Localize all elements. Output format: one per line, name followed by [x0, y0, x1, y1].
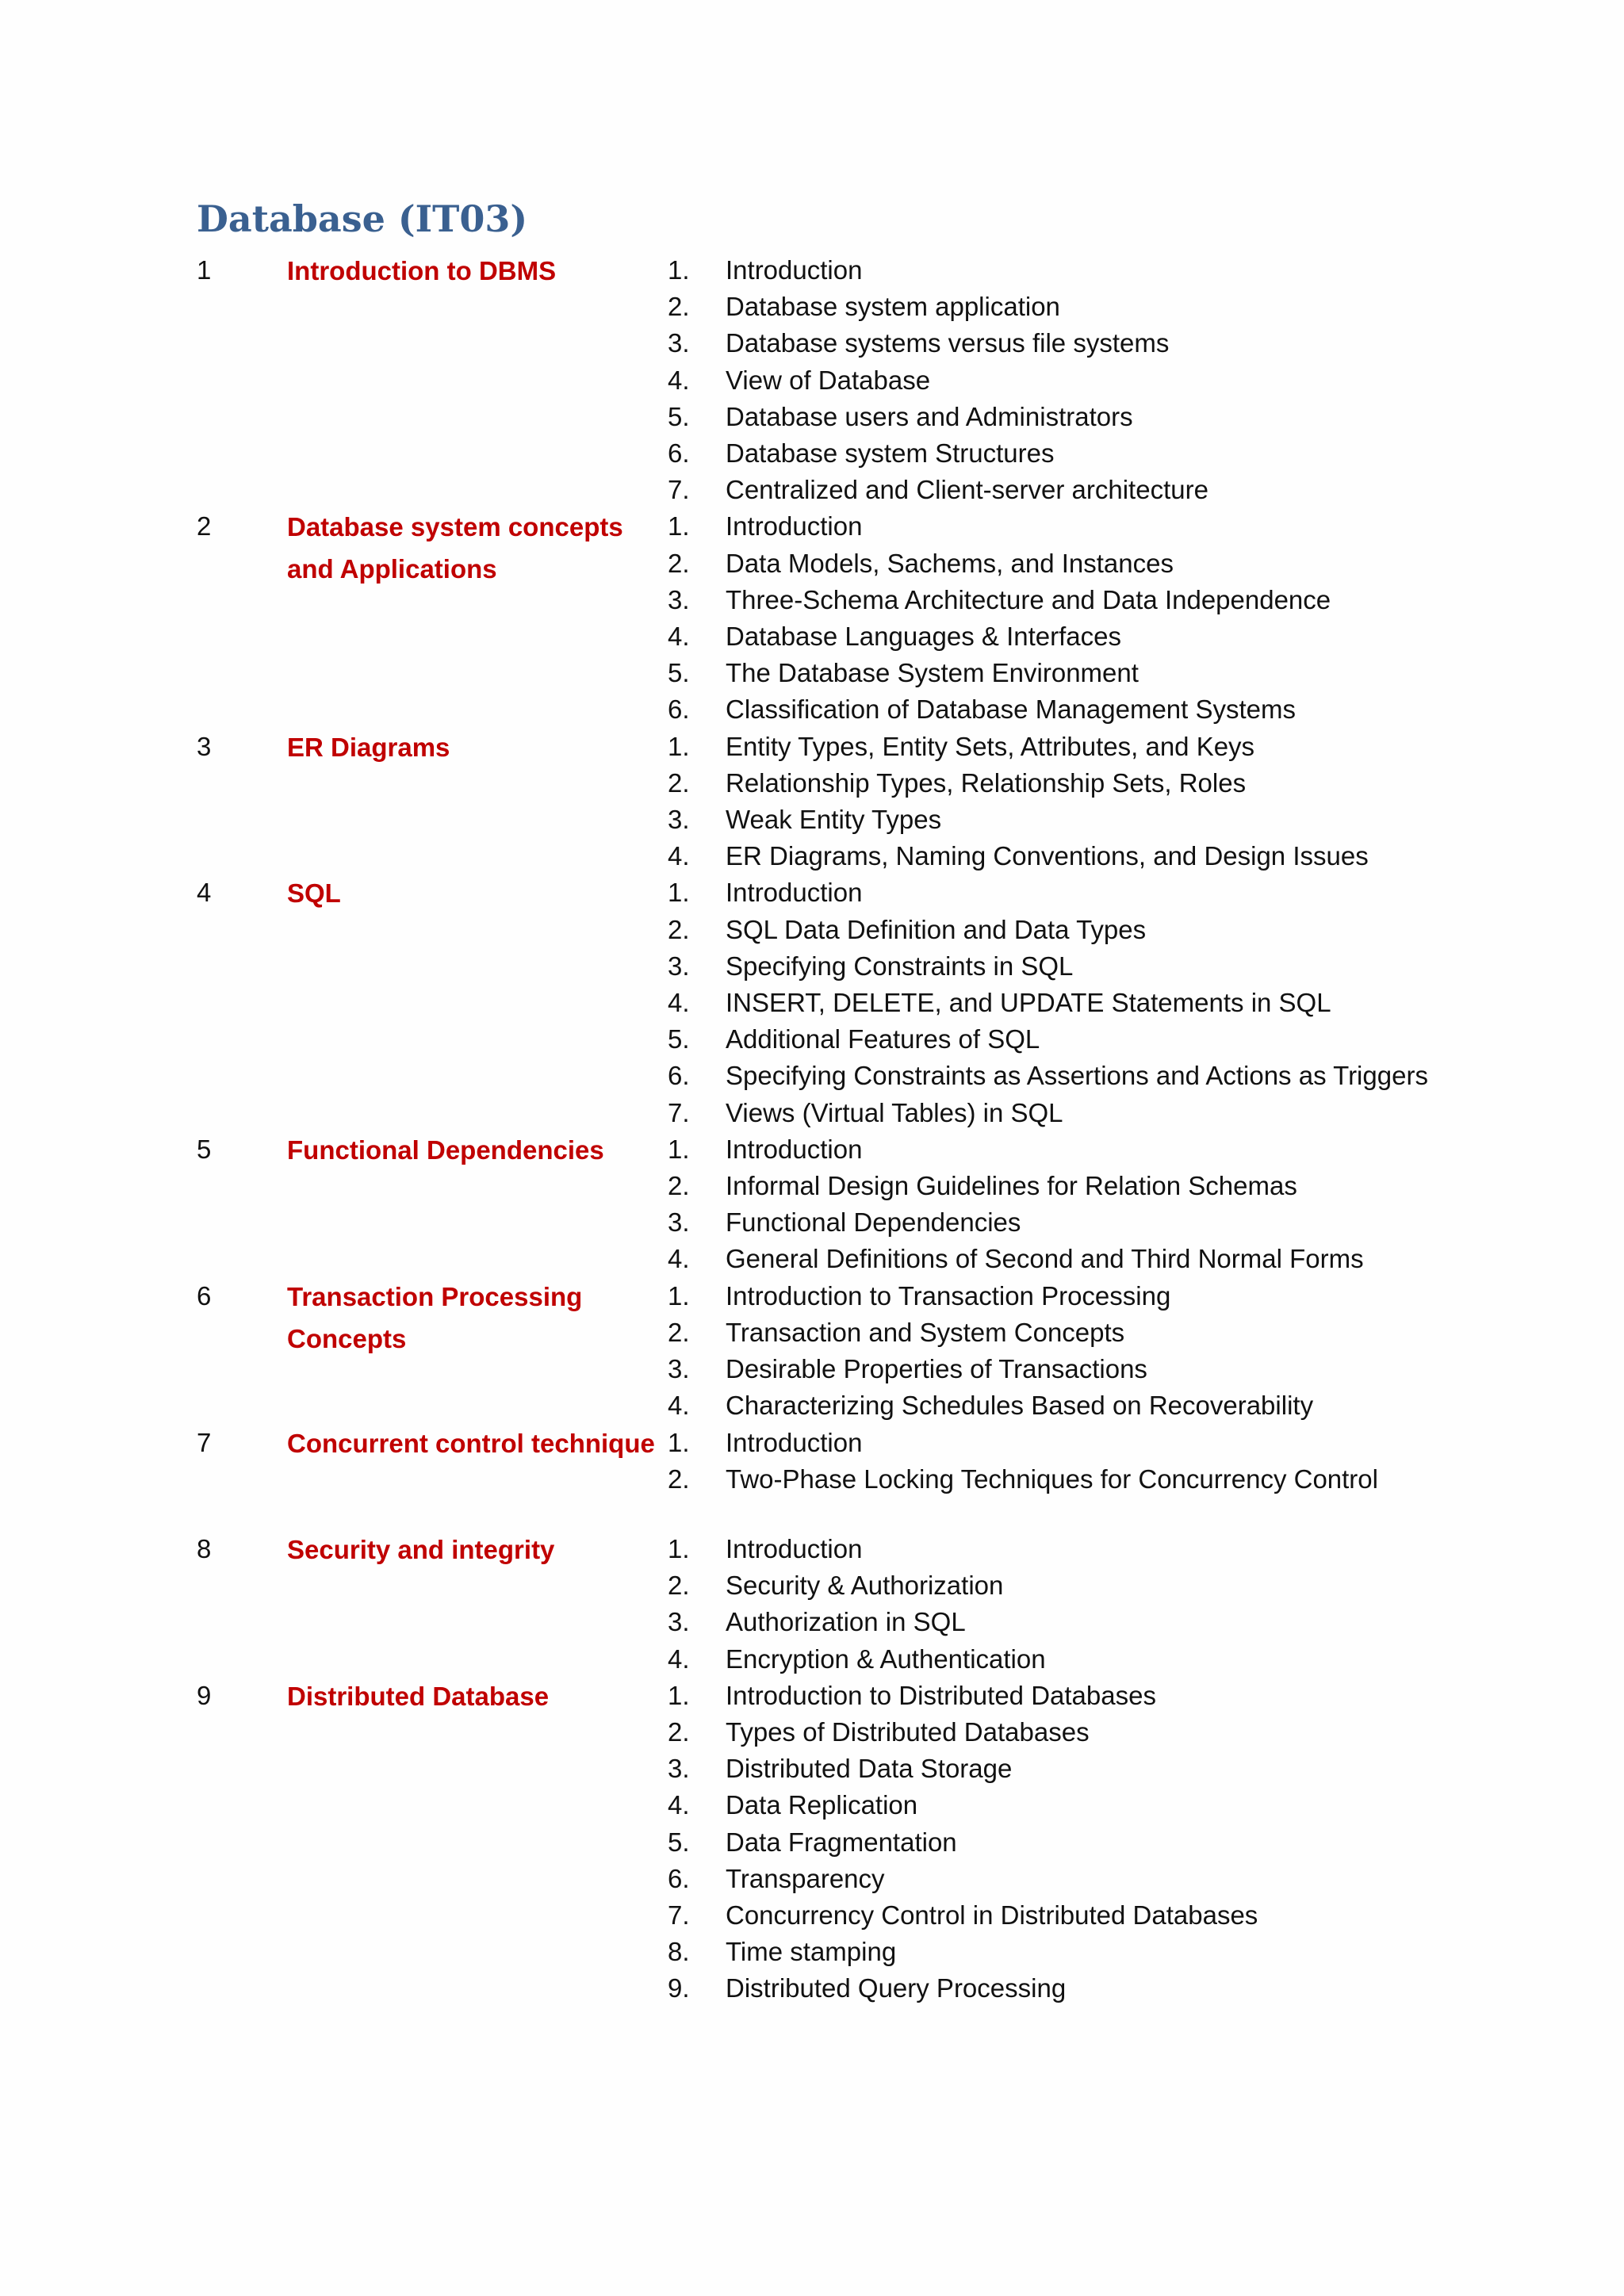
topic-text: Introduction to Distributed Databases: [726, 1680, 1156, 1710]
topic-number: 6.: [668, 695, 690, 725]
topic-item: [668, 1131, 1434, 1168]
topic-number: 5.: [668, 1024, 690, 1054]
topic-item: [668, 1787, 1434, 1823]
topic-item: [668, 472, 1434, 508]
topic-text: Specifying Constraints in SQL: [726, 951, 1074, 981]
unit-number: 1: [197, 255, 212, 285]
topic-number: 4.: [668, 1790, 690, 1820]
topic-text: General Definitions of Second and Third Normal Forms: [726, 1244, 1364, 1274]
topic-item: [668, 1021, 1434, 1058]
topic-item: [668, 399, 1434, 435]
topic-number: 8.: [668, 1937, 690, 1967]
topic-text: Introduction: [726, 878, 863, 908]
topic-text: Types of Distributed Databases: [726, 1716, 1090, 1747]
topic-item: [668, 1641, 1434, 1678]
topic-number: 1.: [668, 1680, 690, 1710]
unit-row: [197, 874, 1434, 1131]
topic-number: 4.: [668, 1391, 690, 1421]
topic-list: [668, 1131, 1434, 1278]
topic-item: [668, 1204, 1434, 1241]
unit-number: 2: [197, 511, 212, 541]
unit-number: 3: [197, 731, 212, 761]
topic-item: [668, 1678, 1434, 1714]
topic-text: Database system Structures: [726, 438, 1055, 469]
topic-item: [668, 729, 1434, 765]
unit-number: 9: [197, 1680, 212, 1710]
topic-number: 5.: [668, 401, 690, 431]
topic-number: 1.: [668, 1427, 690, 1457]
topic-number: 5.: [668, 658, 690, 688]
topic-list: [668, 1531, 1434, 1678]
topic-item: [668, 1058, 1434, 1094]
topic-text: Security & Authorization: [726, 1571, 1004, 1601]
topic-item: [668, 1604, 1434, 1640]
document-title: Database (IT03): [197, 197, 528, 240]
topic-text: Centralized and Client-server architecture: [726, 475, 1208, 505]
topic-number: 4.: [668, 1644, 690, 1674]
unit-row: [197, 1131, 1434, 1278]
topic-number: 3.: [668, 805, 690, 835]
topic-text: Classification of Database Management Systems: [726, 695, 1297, 725]
topic-item: [668, 618, 1434, 655]
unit-row: [197, 1531, 1434, 1678]
topic-text: INSERT, DELETE, and UPDATE Statements in SQL: [726, 988, 1331, 1018]
topic-number: 6.: [668, 438, 690, 469]
topic-item: [668, 1934, 1434, 1970]
topic-text: Data Models, Sachems, and Instances: [726, 548, 1174, 578]
topic-item: [668, 655, 1434, 691]
topic-item: [668, 1387, 1434, 1424]
topic-number: 3.: [668, 1607, 690, 1637]
topic-item: [668, 325, 1434, 362]
topic-list: [668, 252, 1434, 508]
topic-item: [668, 582, 1434, 618]
topic-item: [668, 508, 1434, 545]
unit-row: [197, 252, 1434, 508]
topic-number: 3.: [668, 584, 690, 614]
topic-text: Informal Design Guidelines for Relation Schemas: [726, 1171, 1297, 1201]
unit-row: [197, 729, 1434, 875]
unit-row: [197, 1278, 1434, 1425]
topic-number: 4.: [668, 841, 690, 871]
topic-text: Characterizing Schedules Based on Recoverability: [726, 1391, 1314, 1421]
topic-text: Database Languages & Interfaces: [726, 622, 1122, 652]
topic-text: Distributed Data Storage: [726, 1754, 1013, 1784]
unit-title: Transaction Processing Concepts: [287, 1281, 583, 1353]
topic-number: 1.: [668, 1280, 690, 1311]
topic-number: 2.: [668, 1171, 690, 1201]
topic-text: Encryption & Authentication: [726, 1644, 1046, 1674]
topic-item: [668, 874, 1434, 911]
topic-number: 3.: [668, 328, 690, 358]
topic-item: [668, 691, 1434, 728]
topic-number: 2.: [668, 1716, 690, 1747]
topic-item: [668, 985, 1434, 1021]
topic-text: Authorization in SQL: [726, 1607, 966, 1637]
syllabus-table: [197, 252, 1434, 2007]
unit-title: Functional Dependencies: [287, 1135, 604, 1165]
topic-number: 4.: [668, 622, 690, 652]
topic-item: [668, 1241, 1434, 1277]
topic-number: 2.: [668, 292, 690, 322]
topic-text: Specifying Constraints as Assertions and Actions as Triggers: [726, 1061, 1428, 1091]
topic-list: [668, 729, 1434, 875]
topic-text: Relationship Types, Relationship Sets, Roles: [726, 767, 1247, 798]
unit-title: Database system concepts and Applications: [287, 512, 623, 584]
topic-item: [668, 912, 1434, 948]
topic-text: View of Database: [726, 365, 931, 395]
topic-list: [668, 1425, 1434, 1498]
topic-item: [668, 289, 1434, 325]
topic-number: 7.: [668, 475, 690, 505]
topic-number: 1.: [668, 1533, 690, 1563]
topic-item: [668, 802, 1434, 838]
topic-text: Database system application: [726, 292, 1060, 322]
topic-number: 2.: [668, 1464, 690, 1494]
topic-item: [668, 435, 1434, 472]
topic-text: Three-Schema Architecture and Data Independence: [726, 584, 1331, 614]
topic-number: 2.: [668, 1317, 690, 1347]
topic-number: 4.: [668, 988, 690, 1018]
topic-item: [668, 765, 1434, 802]
topic-item: [668, 252, 1434, 289]
topic-list: [668, 874, 1434, 1131]
topic-number: 1.: [668, 511, 690, 541]
topic-text: ER Diagrams, Naming Conventions, and Design Issues: [726, 841, 1369, 871]
topic-number: 1.: [668, 1134, 690, 1164]
topic-text: Distributed Query Processing: [726, 1973, 1067, 2003]
topic-text: Weak Entity Types: [726, 805, 942, 835]
topic-text: Functional Dependencies: [726, 1207, 1021, 1238]
topic-text: Introduction: [726, 1134, 863, 1164]
unit-row: [197, 508, 1434, 728]
unit-title: Introduction to DBMS: [287, 256, 557, 285]
unit-title: SQL: [287, 878, 341, 909]
topic-item: [668, 1824, 1434, 1861]
unit-title: Concurrent control technique: [287, 1428, 655, 1458]
topic-text: Views (Virtual Tables) in SQL: [726, 1097, 1063, 1127]
unit-number: 5: [197, 1134, 212, 1164]
unit-title: Distributed Database: [287, 1681, 550, 1711]
topic-text: Additional Features of SQL: [726, 1024, 1040, 1054]
topic-number: 7.: [668, 1900, 690, 1930]
unit-spacer: [197, 1498, 1434, 1531]
topic-list: [668, 508, 1434, 728]
topic-number: 2.: [668, 548, 690, 578]
topic-item: [668, 1567, 1434, 1604]
topic-number: 4.: [668, 1244, 690, 1274]
unit-number: 7: [197, 1427, 212, 1457]
topic-item: [668, 1278, 1434, 1314]
topic-item: [668, 545, 1434, 582]
topic-item: [668, 1714, 1434, 1751]
topic-number: 3.: [668, 1354, 690, 1384]
topic-list: [668, 1678, 1434, 2007]
topic-item: [668, 1314, 1434, 1351]
topic-number: 2.: [668, 1571, 690, 1601]
topic-text: Database systems versus file systems: [726, 328, 1170, 358]
topic-number: 3.: [668, 1754, 690, 1784]
topic-item: [668, 362, 1434, 399]
topic-text: The Database System Environment: [726, 658, 1139, 688]
topic-item: [668, 1531, 1434, 1567]
topic-number: 1.: [668, 878, 690, 908]
topic-item: [668, 1461, 1434, 1498]
topic-text: Introduction: [726, 255, 863, 285]
topic-item: [668, 1351, 1434, 1387]
topic-text: Time stamping: [726, 1937, 897, 1967]
unit-row: [197, 1425, 1434, 1498]
topic-text: Desirable Properties of Transactions: [726, 1354, 1147, 1384]
topic-text: Database users and Administrators: [726, 401, 1133, 431]
topic-number: 4.: [668, 365, 690, 395]
topic-text: Two-Phase Locking Techniques for Concurrency Control: [726, 1464, 1378, 1494]
topic-text: SQL Data Definition and Data Types: [726, 914, 1147, 944]
topic-text: Data Fragmentation: [726, 1827, 957, 1857]
topic-number: 1.: [668, 255, 690, 285]
topic-item: [668, 1095, 1434, 1131]
topic-number: 5.: [668, 1827, 690, 1857]
topic-number: 7.: [668, 1097, 690, 1127]
topic-text: Introduction: [726, 511, 863, 541]
topic-item: [668, 948, 1434, 985]
unit-row: [197, 1678, 1434, 2007]
topic-item: [668, 838, 1434, 874]
topic-item: [668, 1168, 1434, 1204]
topic-item: [668, 1970, 1434, 2007]
topic-number: 6.: [668, 1061, 690, 1091]
topic-text: Transparency: [726, 1863, 885, 1893]
unit-number: 4: [197, 878, 212, 908]
unit-title: ER Diagrams: [287, 732, 450, 762]
topic-number: 9.: [668, 1973, 690, 2003]
topic-item: [668, 1861, 1434, 1897]
topic-number: 3.: [668, 1207, 690, 1238]
topic-item: [668, 1897, 1434, 1934]
topic-number: 2.: [668, 767, 690, 798]
topic-list: [668, 1278, 1434, 1425]
unit-number: 6: [197, 1280, 212, 1311]
topic-number: 3.: [668, 951, 690, 981]
topic-number: 1.: [668, 731, 690, 761]
topic-item: [668, 1751, 1434, 1787]
topic-number: 6.: [668, 1863, 690, 1893]
topic-text: Introduction to Transaction Processing: [726, 1280, 1171, 1311]
topic-text: Concurrency Control in Distributed Databases: [726, 1900, 1258, 1930]
topic-text: Transaction and System Concepts: [726, 1317, 1125, 1347]
unit-title: Security and integrity: [287, 1534, 555, 1564]
topic-text: Introduction: [726, 1533, 863, 1563]
topic-number: 2.: [668, 914, 690, 944]
topic-text: Introduction: [726, 1427, 863, 1457]
unit-number: 8: [197, 1533, 212, 1563]
topic-text: Entity Types, Entity Sets, Attributes, and Keys: [726, 731, 1255, 761]
topic-item: [668, 1425, 1434, 1461]
topic-text: Data Replication: [726, 1790, 918, 1820]
